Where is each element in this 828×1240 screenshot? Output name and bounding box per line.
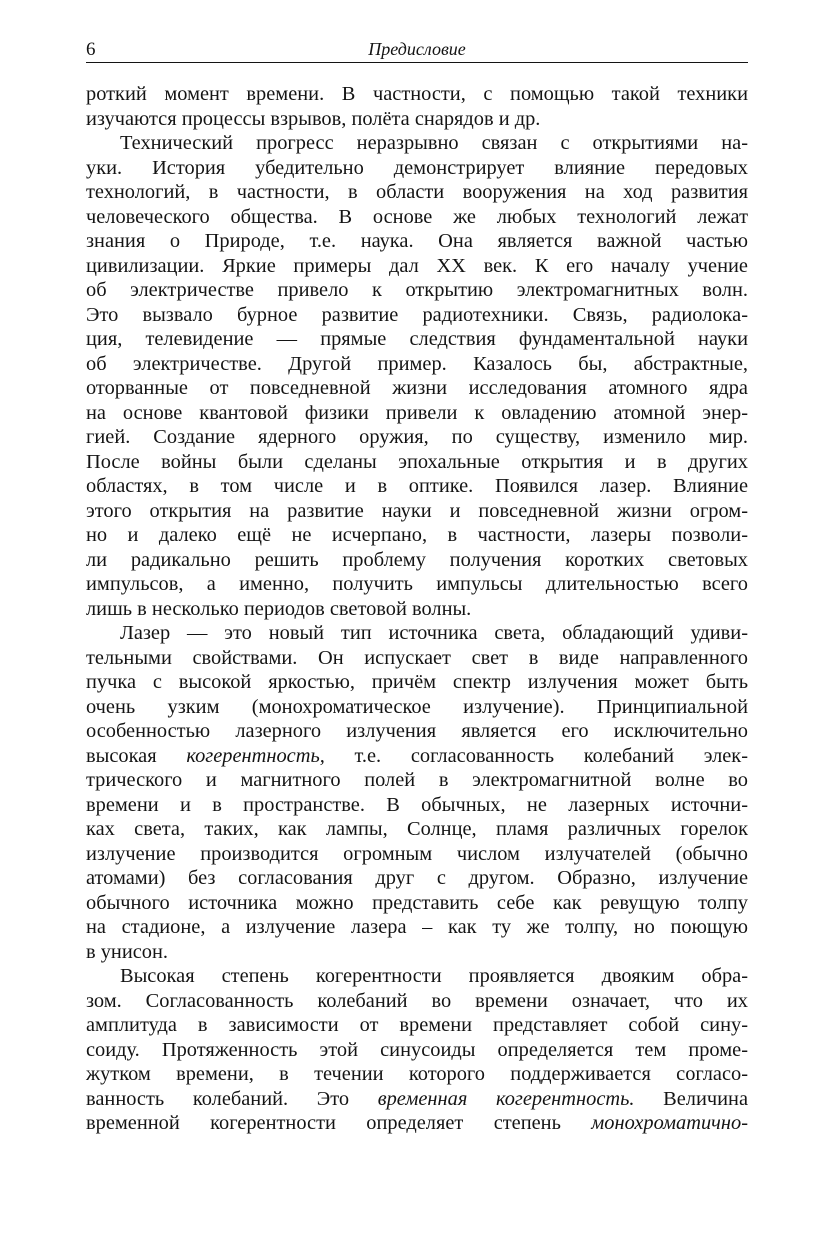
text-line	[86, 940, 748, 965]
text-segment: гией. Создание ядерного оружия, по существу, изменило мир.	[86, 426, 748, 448]
text-line	[86, 744, 748, 769]
text-line	[86, 180, 748, 205]
text-segment: на основе квантовой физики привели к овладению атомной энер-	[86, 401, 748, 424]
text-segment: временной когерентности определяет степень	[86, 1112, 592, 1134]
text-line	[86, 989, 748, 1014]
text-segment: ли радикально решить проблему получения коротких световых	[86, 548, 748, 571]
text-line	[86, 229, 748, 254]
text-segment: времени и в пространстве. В обычных, не лазерных источни-	[86, 793, 748, 816]
text-segment: но и далеко ещё не исчерпано, в частности, лазеры позволи-	[86, 524, 748, 546]
text-segment: изучаются процессы взрывов, полёта снарядов и др.	[86, 107, 541, 130]
text-segment: оторванные от повседневной жизни исследования атомного ядра	[86, 377, 748, 399]
emphasized-term: временная когерентность.	[377, 1087, 635, 1110]
text-segment: знания о Природе, т.е. наука. Она является важной частью	[86, 230, 748, 252]
text-segment: Лазер — это новый тип источника света, обладающий удиви-	[120, 622, 748, 644]
text-line	[86, 1111, 748, 1136]
text-segment: ках света, таких, как лампы, Солнце, пламя различных горелок	[86, 818, 748, 840]
running-title: Предисловие	[368, 39, 466, 59]
text-segment: Величина	[634, 1087, 749, 1110]
text-line	[86, 915, 748, 940]
text-segment: технологий, в частности, в области вооружения на ход развития	[86, 181, 748, 203]
text-line	[86, 866, 748, 891]
text-segment: импульсов, а именно, получить импульсы длительностью всего	[86, 573, 748, 595]
text-line	[86, 82, 748, 107]
text-line	[86, 891, 748, 916]
text-line	[86, 964, 748, 989]
text-line	[86, 107, 748, 132]
text-segment: особенностью лазерного излучения является его исключительно	[86, 720, 748, 742]
text-line	[86, 817, 748, 842]
text-line	[86, 842, 748, 867]
text-line	[86, 205, 748, 230]
text-segment: т.е. согласованность колебаний элек-	[324, 744, 748, 767]
text-segment: цивилизации. Яркие примеры дал XX век. К его началу учение	[86, 254, 748, 277]
running-header	[86, 38, 748, 63]
text-segment: атомами) без согласования друг с другом. Образно, излучение	[86, 867, 748, 889]
text-segment: в унисон.	[86, 940, 169, 963]
text-segment: очень узким (монохроматическое излучение). Принципиальной	[86, 695, 748, 718]
text-segment: на стадионе, а излучение лазера – как ту же толпу, но поющую	[86, 916, 748, 938]
text-line	[86, 695, 748, 720]
text-line	[86, 1087, 748, 1112]
text-segment: тельными свойствами. Он испускает свет в виде направленного	[86, 646, 748, 669]
text-line	[86, 670, 748, 695]
text-line	[86, 450, 748, 475]
text-line	[86, 156, 748, 181]
text-segment: человеческого общества. В основе же любых технологий лежат	[86, 205, 748, 228]
text-segment: зом. Согласованность колебаний во времени означает, что их	[86, 989, 748, 1012]
text-line	[86, 597, 748, 622]
text-segment: роткий момент времени. В частности, с помощью такой техники	[86, 83, 748, 105]
text-segment: областях, в том числе и в оптике. Появился лазер. Влияние	[86, 475, 748, 497]
text-segment: лишь в несколько периодов световой волны.	[86, 597, 472, 620]
text-line	[86, 474, 748, 499]
text-line	[86, 768, 748, 793]
text-segment: обычного источника можно представить себе как ревущую толпу	[86, 891, 748, 914]
text-line	[86, 327, 748, 352]
text-segment: соиду. Протяженность этой синусоиды определяется тем проме-	[86, 1038, 748, 1061]
text-segment: этого открытия на развитие науки и повседневной жизни огром-	[86, 499, 748, 522]
text-line	[86, 352, 748, 377]
emphasized-term: когерентность,	[186, 744, 325, 767]
text-segment: об электричестве. Другой пример. Казалось бы, абстрактные,	[86, 352, 748, 375]
text-segment: уки. История убедительно демонстрирует влияние передовых	[86, 156, 748, 179]
text-line	[86, 793, 748, 818]
text-line	[86, 1038, 748, 1063]
page-number: 6	[86, 39, 96, 60]
emphasized-term: монохроматично-	[591, 1112, 748, 1134]
text-line	[86, 254, 748, 279]
text-segment: жутком времени, в течении которого поддерживается согласо-	[86, 1063, 748, 1085]
text-line	[86, 131, 748, 156]
text-segment: излучение производится огромным числом излучателей (обычно	[86, 842, 748, 865]
text-line	[86, 303, 748, 328]
text-line	[86, 425, 748, 450]
text-line	[86, 1062, 748, 1087]
text-segment: пучка с высокой яркостью, причём спектр излучения может быть	[86, 671, 748, 693]
body-text	[86, 82, 748, 1136]
text-segment: Высокая степень когерентности проявляется двояким обра-	[120, 965, 748, 987]
text-line	[86, 499, 748, 524]
text-line	[86, 548, 748, 573]
text-line	[86, 719, 748, 744]
text-segment: высокая	[86, 744, 187, 767]
text-line	[86, 523, 748, 548]
text-line	[86, 621, 748, 646]
text-segment: Это вызвало бурное развитие радиотехники. Связь, радиолока-	[86, 303, 748, 326]
text-line	[86, 278, 748, 303]
text-segment: трического и магнитного полей в электромагнитной волне во	[86, 769, 748, 791]
text-segment: ванность колебаний. Это	[86, 1087, 378, 1110]
text-line	[86, 401, 748, 426]
text-segment: амплитуда в зависимости от времени представляет собой сину-	[86, 1014, 748, 1036]
text-segment: После войны были сделаны эпохальные открытия и в других	[86, 450, 748, 473]
text-segment: ция, телевидение — прямые следствия фундаментальной науки	[86, 328, 748, 350]
text-line	[86, 376, 748, 401]
text-line	[86, 1013, 748, 1038]
text-line	[86, 572, 748, 597]
text-line	[86, 646, 748, 671]
text-segment: Технический прогресс неразрывно связан с открытиями на-	[120, 132, 748, 154]
text-segment: об электричестве привело к открытию электромагнитных волн.	[86, 279, 748, 301]
